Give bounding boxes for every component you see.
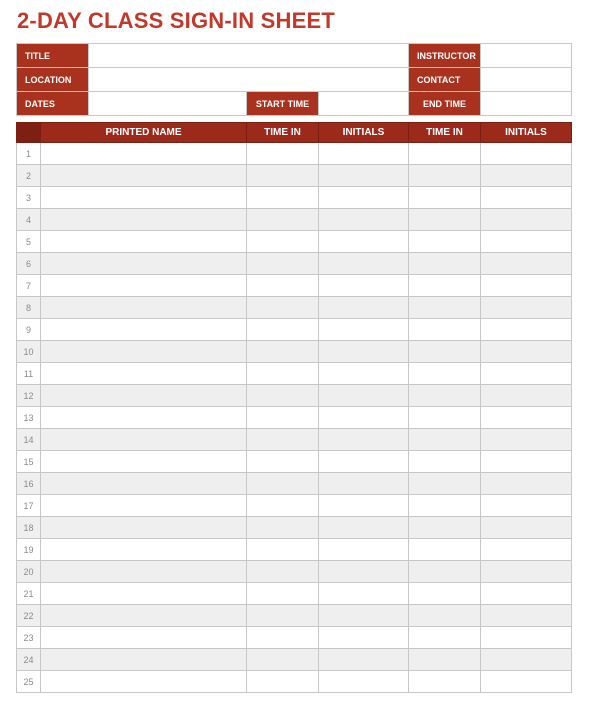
contact-field[interactable] (481, 68, 572, 92)
printed-name-cell[interactable] (41, 517, 247, 539)
table-row (17, 473, 572, 495)
printed-name-cell[interactable] (41, 429, 247, 451)
sign-in-rows (17, 143, 572, 693)
table-row (17, 319, 572, 341)
initials-cell-day1[interactable] (319, 561, 409, 583)
table-row (17, 297, 572, 319)
table-row (17, 561, 572, 583)
time-in-cell-day1[interactable] (247, 319, 319, 341)
location-label: LOCATION (17, 68, 89, 92)
printed-name-cell[interactable] (41, 231, 247, 253)
time-in-cell-day1[interactable] (247, 539, 319, 561)
time-in-cell-day1[interactable] (247, 473, 319, 495)
time-in-cell-day1[interactable] (247, 605, 319, 627)
info-row-title (17, 44, 572, 68)
initials-cell-day1[interactable] (319, 473, 409, 495)
table-row (17, 407, 572, 429)
initials-cell-day2[interactable] (481, 341, 572, 363)
location-field[interactable] (89, 68, 409, 92)
row-number: 5 (17, 231, 41, 253)
printed-name-cell[interactable] (41, 253, 247, 275)
initials-cell-day1[interactable] (319, 385, 409, 407)
row-number-header (17, 123, 41, 143)
table-row (17, 451, 572, 473)
time-in-cell-day1[interactable] (247, 341, 319, 363)
time-in-cell-day2[interactable] (409, 495, 481, 517)
time-in-cell-day2[interactable] (409, 363, 481, 385)
time-in-cell-day1[interactable] (247, 517, 319, 539)
initials-cell-day1[interactable] (319, 605, 409, 627)
initials-cell-day2[interactable] (481, 253, 572, 275)
time-in-cell-day1[interactable] (247, 165, 319, 187)
time-in-cell-day1[interactable] (247, 143, 319, 165)
table-row (17, 165, 572, 187)
time-in-cell-day2[interactable] (409, 143, 481, 165)
printed-name-cell[interactable] (41, 649, 247, 671)
row-number: 14 (17, 429, 41, 451)
time-in-cell-day1[interactable] (247, 495, 319, 517)
instructor-field[interactable] (481, 44, 572, 68)
row-number: 13 (17, 407, 41, 429)
instructor-label: INSTRUCTOR (409, 44, 481, 68)
printed-name-header: PRINTED NAME (41, 123, 247, 143)
row-number: 3 (17, 187, 41, 209)
time-in-cell-day2[interactable] (409, 231, 481, 253)
time-in-cell-day2[interactable] (409, 451, 481, 473)
table-row (17, 627, 572, 649)
table-row (17, 605, 572, 627)
time-in-cell-day2[interactable] (409, 429, 481, 451)
initials-cell-day2[interactable] (481, 187, 572, 209)
end-time-field[interactable] (481, 92, 572, 116)
printed-name-cell[interactable] (41, 561, 247, 583)
initials-cell-day1[interactable] (319, 671, 409, 693)
printed-name-cell[interactable] (41, 627, 247, 649)
row-number: 19 (17, 539, 41, 561)
table-row (17, 539, 572, 561)
time-in-cell-day1[interactable] (247, 627, 319, 649)
time-in-cell-day1[interactable] (247, 649, 319, 671)
row-number: 12 (17, 385, 41, 407)
row-number: 6 (17, 253, 41, 275)
time-in-cell-day2[interactable] (409, 297, 481, 319)
time-in-cell-day2[interactable] (409, 605, 481, 627)
row-number: 1 (17, 143, 41, 165)
time-in-cell-day1[interactable] (247, 429, 319, 451)
time-in-cell-day2[interactable] (409, 319, 481, 341)
initials-cell-day1[interactable] (319, 275, 409, 297)
printed-name-cell[interactable] (41, 671, 247, 693)
title-field[interactable] (89, 44, 409, 68)
initials-cell-day2[interactable] (481, 473, 572, 495)
initials-cell-day2[interactable] (481, 627, 572, 649)
initials-cell-day2[interactable] (481, 319, 572, 341)
table-row (17, 495, 572, 517)
time-in-cell-day2[interactable] (409, 407, 481, 429)
initials-header-day2: INITIALS (481, 123, 572, 143)
time-in-cell-day2[interactable] (409, 517, 481, 539)
page-title: 2-DAY CLASS SIGN-IN SHEET (17, 8, 335, 33)
time-in-cell-day1[interactable] (247, 561, 319, 583)
time-in-cell-day2[interactable] (409, 539, 481, 561)
table-row (17, 429, 572, 451)
dates-field[interactable] (89, 92, 247, 116)
initials-cell-day1[interactable] (319, 231, 409, 253)
initials-cell-day1[interactable] (319, 165, 409, 187)
dates-label: DATES (17, 92, 89, 116)
printed-name-cell[interactable] (41, 187, 247, 209)
start-time-label: START TIME (247, 92, 319, 116)
row-number: 18 (17, 517, 41, 539)
sign-in-table (16, 122, 572, 693)
table-row (17, 671, 572, 693)
table-row (17, 517, 572, 539)
start-time-field[interactable] (319, 92, 409, 116)
time-in-cell-day2[interactable] (409, 165, 481, 187)
initials-cell-day2[interactable] (481, 539, 572, 561)
table-row (17, 583, 572, 605)
printed-name-cell[interactable] (41, 605, 247, 627)
printed-name-cell[interactable] (41, 473, 247, 495)
row-number: 16 (17, 473, 41, 495)
time-in-cell-day2[interactable] (409, 275, 481, 297)
initials-cell-day1[interactable] (319, 363, 409, 385)
initials-cell-day1[interactable] (319, 143, 409, 165)
table-row (17, 209, 572, 231)
row-number: 17 (17, 495, 41, 517)
initials-cell-day1[interactable] (319, 649, 409, 671)
printed-name-cell[interactable] (41, 319, 247, 341)
printed-name-cell[interactable] (41, 407, 247, 429)
printed-name-cell[interactable] (41, 165, 247, 187)
time-in-cell-day2[interactable] (409, 583, 481, 605)
initials-header-day1: INITIALS (319, 123, 409, 143)
end-time-label: END TIME (409, 92, 481, 116)
time-in-cell-day2[interactable] (409, 253, 481, 275)
row-number: 10 (17, 341, 41, 363)
initials-cell-day1[interactable] (319, 209, 409, 231)
printed-name-cell[interactable] (41, 385, 247, 407)
printed-name-cell[interactable] (41, 363, 247, 385)
printed-name-cell[interactable] (41, 539, 247, 561)
initials-cell-day1[interactable] (319, 253, 409, 275)
time-in-cell-day1[interactable] (247, 583, 319, 605)
table-row (17, 231, 572, 253)
initials-cell-day2[interactable] (481, 605, 572, 627)
initials-cell-day2[interactable] (481, 209, 572, 231)
initials-cell-day2[interactable] (481, 363, 572, 385)
row-number: 21 (17, 583, 41, 605)
sign-in-header-row (17, 123, 572, 143)
time-in-cell-day2[interactable] (409, 209, 481, 231)
time-in-cell-day1[interactable] (247, 363, 319, 385)
info-row-location (17, 68, 572, 92)
time-in-cell-day1[interactable] (247, 671, 319, 693)
time-in-cell-day1[interactable] (247, 253, 319, 275)
row-number: 7 (17, 275, 41, 297)
row-number: 25 (17, 671, 41, 693)
row-number: 11 (17, 363, 41, 385)
time-in-cell-day2[interactable] (409, 385, 481, 407)
initials-cell-day1[interactable] (319, 297, 409, 319)
initials-cell-day2[interactable] (481, 275, 572, 297)
printed-name-cell[interactable] (41, 341, 247, 363)
initials-cell-day1[interactable] (319, 495, 409, 517)
table-row (17, 187, 572, 209)
time-in-header-day1: TIME IN (247, 123, 319, 143)
initials-cell-day1[interactable] (319, 451, 409, 473)
table-row (17, 363, 572, 385)
initials-cell-day2[interactable] (481, 583, 572, 605)
time-in-header-day2: TIME IN (409, 123, 481, 143)
initials-cell-day1[interactable] (319, 539, 409, 561)
info-row-dates (17, 92, 572, 116)
time-in-cell-day1[interactable] (247, 231, 319, 253)
printed-name-cell[interactable] (41, 495, 247, 517)
time-in-cell-day2[interactable] (409, 627, 481, 649)
printed-name-cell[interactable] (41, 451, 247, 473)
printed-name-cell[interactable] (41, 143, 247, 165)
time-in-cell-day1[interactable] (247, 407, 319, 429)
table-row (17, 385, 572, 407)
initials-cell-day2[interactable] (481, 231, 572, 253)
row-number: 9 (17, 319, 41, 341)
row-number: 23 (17, 627, 41, 649)
initials-cell-day1[interactable] (319, 517, 409, 539)
initials-cell-day2[interactable] (481, 671, 572, 693)
initials-cell-day2[interactable] (481, 143, 572, 165)
time-in-cell-day1[interactable] (247, 385, 319, 407)
row-number: 20 (17, 561, 41, 583)
row-number: 24 (17, 649, 41, 671)
contact-label: CONTACT (409, 68, 481, 92)
time-in-cell-day1[interactable] (247, 451, 319, 473)
initials-cell-day2[interactable] (481, 517, 572, 539)
table-row (17, 253, 572, 275)
printed-name-cell[interactable] (41, 583, 247, 605)
initials-cell-day2[interactable] (481, 297, 572, 319)
row-number: 22 (17, 605, 41, 627)
time-in-cell-day2[interactable] (409, 473, 481, 495)
table-row (17, 143, 572, 165)
time-in-cell-day2[interactable] (409, 561, 481, 583)
time-in-cell-day1[interactable] (247, 187, 319, 209)
time-in-cell-day2[interactable] (409, 649, 481, 671)
time-in-cell-day2[interactable] (409, 187, 481, 209)
printed-name-cell[interactable] (41, 209, 247, 231)
title-label: TITLE (17, 44, 89, 68)
initials-cell-day2[interactable] (481, 561, 572, 583)
time-in-cell-day2[interactable] (409, 341, 481, 363)
initials-cell-day2[interactable] (481, 451, 572, 473)
row-number: 4 (17, 209, 41, 231)
initials-cell-day2[interactable] (481, 385, 572, 407)
table-row (17, 649, 572, 671)
initials-cell-day1[interactable] (319, 341, 409, 363)
row-number: 8 (17, 297, 41, 319)
row-number: 15 (17, 451, 41, 473)
table-row (17, 341, 572, 363)
table-row (17, 275, 572, 297)
initials-cell-day2[interactable] (481, 429, 572, 451)
time-in-cell-day1[interactable] (247, 209, 319, 231)
initials-cell-day1[interactable] (319, 429, 409, 451)
initials-cell-day2[interactable] (481, 165, 572, 187)
initials-cell-day2[interactable] (481, 649, 572, 671)
initials-cell-day1[interactable] (319, 187, 409, 209)
printed-name-cell[interactable] (41, 275, 247, 297)
initials-cell-day1[interactable] (319, 583, 409, 605)
info-table (16, 43, 572, 116)
initials-cell-day1[interactable] (319, 627, 409, 649)
initials-cell-day1[interactable] (319, 407, 409, 429)
initials-cell-day1[interactable] (319, 319, 409, 341)
row-number: 2 (17, 165, 41, 187)
time-in-cell-day1[interactable] (247, 275, 319, 297)
initials-cell-day2[interactable] (481, 495, 572, 517)
printed-name-cell[interactable] (41, 297, 247, 319)
time-in-cell-day1[interactable] (247, 297, 319, 319)
initials-cell-day2[interactable] (481, 407, 572, 429)
time-in-cell-day2[interactable] (409, 671, 481, 693)
